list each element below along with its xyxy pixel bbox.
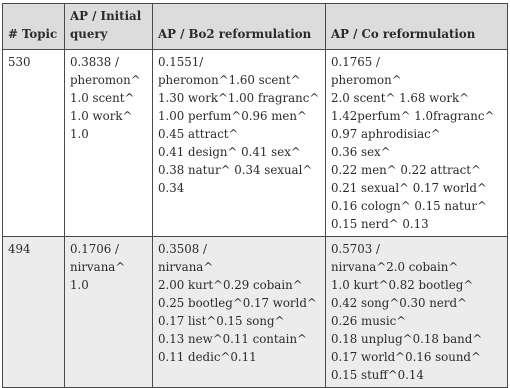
cell-text-line: 0.34: [158, 181, 185, 195]
cell-text-line: 0.15 nerd^ 0.13: [331, 217, 429, 231]
cell-text-line: 1.0 scent^: [70, 91, 135, 105]
cell-text-line: 0.15 stuff^0.14: [331, 368, 424, 382]
header-text-line: query: [70, 27, 108, 41]
cell-text-line: 0.45 attract^: [158, 127, 239, 141]
table-row: [3, 237, 508, 388]
cell-text-line: 1.42perfum^ 1.0fragranc^: [331, 109, 495, 123]
initial-query-cell: [65, 237, 153, 388]
cell-text-line: 0.3838 /: [70, 55, 120, 69]
cell-text-line: 0.26 music^: [331, 314, 407, 328]
cell-text-line: 1.0: [70, 127, 89, 141]
topic-cell: [3, 50, 65, 237]
header-bo2-reformulation: [153, 4, 326, 50]
cell-text-line: 0.97 aphrodisiac^: [331, 127, 441, 141]
cell-text-line: 2.0 scent^ 1.68 work^: [331, 91, 470, 105]
cell-text-line: 1.0 work^: [70, 109, 133, 123]
co-reformulation-cell: [326, 237, 508, 388]
cell-text-line: nirvana^: [70, 260, 126, 274]
cell-text-line: 0.42 song^0.30 nerd^: [331, 296, 467, 310]
table-row: [3, 50, 508, 237]
cell-text-line: pheromon^: [331, 73, 402, 87]
cell-text-line: 0.38 natur^ 0.34 sexual^: [158, 163, 313, 177]
cell-text-line: 0.36 sex^: [331, 145, 391, 159]
header-topic: [3, 4, 65, 50]
cell-text-line: 0.21 sexual^ 0.17 world^: [331, 181, 487, 195]
topic-cell: [3, 237, 65, 388]
cell-text-line: 1.0: [70, 278, 89, 292]
cell-text-line: 0.1706 /: [70, 242, 120, 256]
cell-text-line: 0.22 men^ 0.22 attract^: [331, 163, 481, 177]
header-text-line: AP / Co reformulation: [331, 27, 476, 41]
co-reformulation-cell: [326, 50, 508, 237]
header-text-line: AP / Bo2 reformulation: [158, 27, 312, 41]
header-initial-query: [65, 4, 153, 50]
cell-text-line: 0.17 list^0.15 song^: [158, 314, 285, 328]
cell-text-line: 2.00 kurt^0.29 cobain^: [158, 278, 303, 292]
header-text-line: # Topic: [8, 27, 58, 41]
header-row: [3, 4, 508, 50]
cell-text-line: 1.30 work^1.00 fragranc^: [158, 91, 320, 105]
cell-text-line: 494: [8, 242, 31, 256]
header-co-reformulation: [326, 4, 508, 50]
initial-query-cell: [65, 50, 153, 237]
cell-text-line: pheromon^1.60 scent^: [158, 73, 301, 87]
cell-text-line: 0.13 new^0.11 contain^: [158, 332, 307, 346]
cell-text-line: 0.11 dedic^0.11: [158, 350, 257, 364]
cell-text-line: 0.1765 /: [331, 55, 381, 69]
cell-text-line: 1.0 kurt^0.82 bootleg^: [331, 278, 474, 292]
cell-text-line: 0.25 bootleg^0.17 world^: [158, 296, 317, 310]
cell-text-line: nirvana^: [158, 260, 214, 274]
table-body: [3, 50, 508, 388]
cell-text-line: 0.16 cologn^ 0.15 natur^: [331, 199, 487, 213]
cell-text-line: 0.41 design^ 0.41 sex^: [158, 145, 301, 159]
cell-text-line: 0.18 unplug^0.18 band^: [331, 332, 483, 346]
cell-text-line: 0.17 world^0.16 sound^: [331, 350, 481, 364]
header-text-line: AP / Initial: [70, 9, 142, 23]
cell-text-line: pheromon^: [70, 73, 141, 87]
bo2-reformulation-cell: [153, 237, 326, 388]
cell-text-line: 0.1551/: [158, 55, 204, 69]
bo2-reformulation-cell: [153, 50, 326, 237]
cell-text-line: nirvana^2.0 cobain^: [331, 260, 459, 274]
cell-text-line: 1.00 perfum^0.96 men^: [158, 109, 307, 123]
cell-text-line: 0.5703 /: [331, 242, 381, 256]
results-table: [2, 3, 508, 388]
cell-text-line: 530: [8, 55, 31, 69]
cell-text-line: 0.3508 /: [158, 242, 208, 256]
